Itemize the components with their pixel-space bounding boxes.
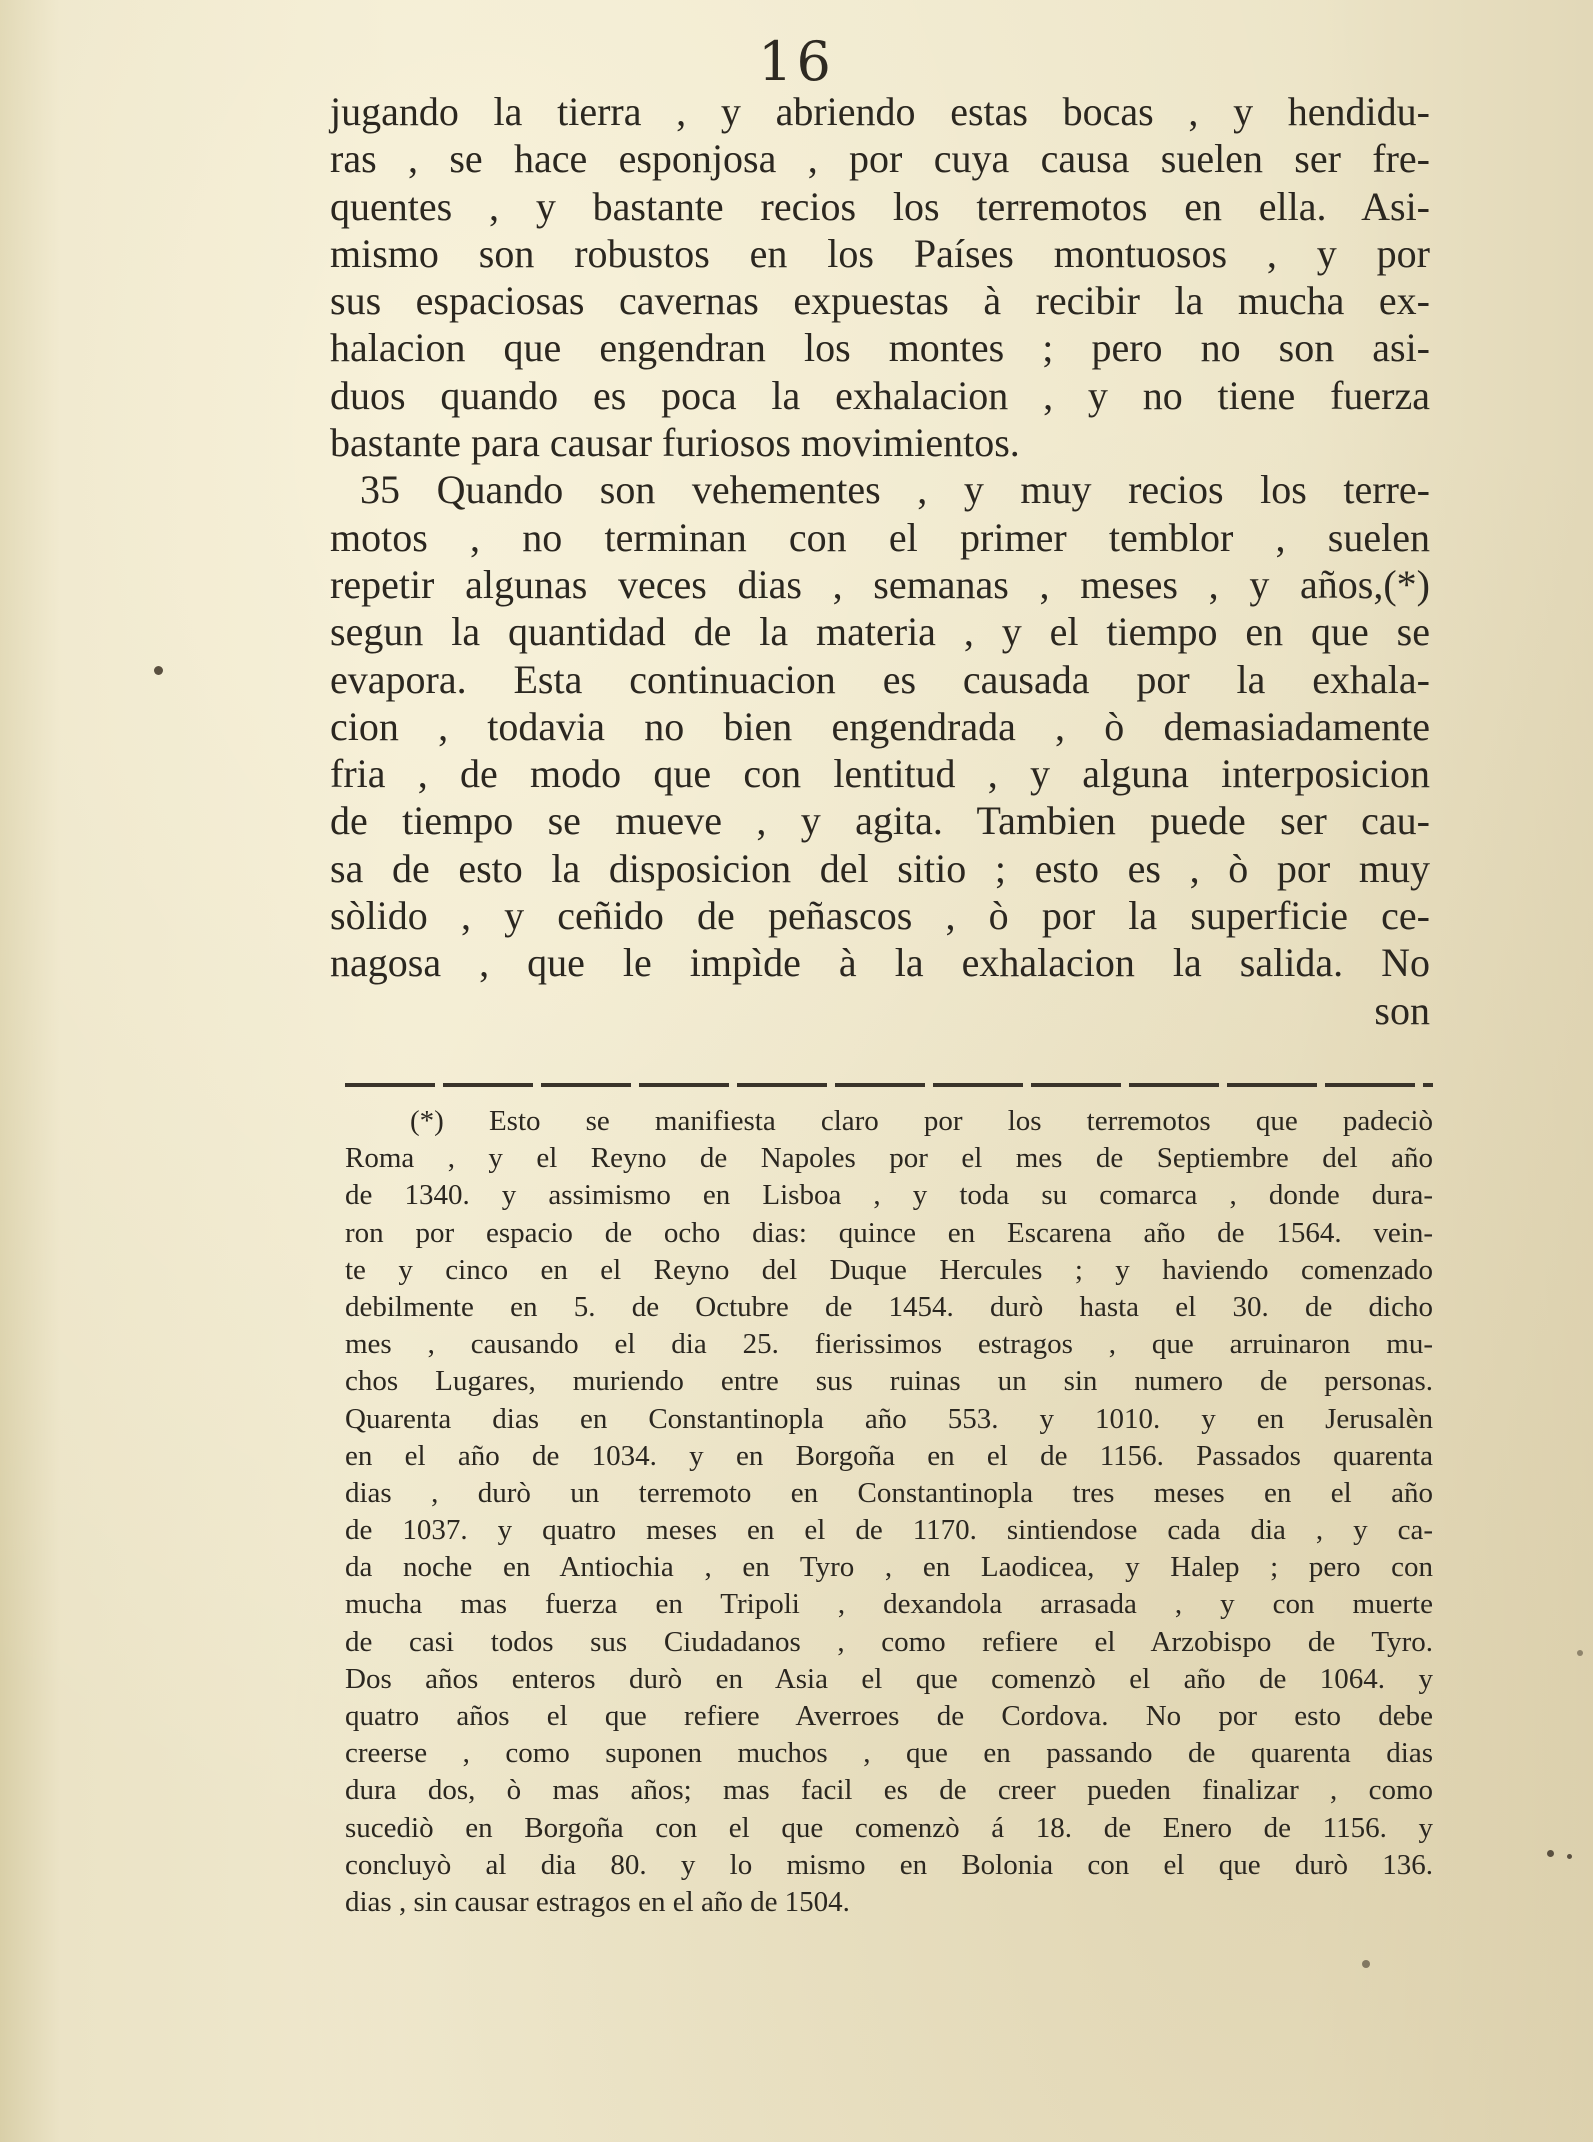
footnote-line: concluyò al dia 80. y lo mismo en Bolonia con el que durò 136.	[345, 1848, 1433, 1881]
footnote-line: debilmente en 5. de Octubre de 1454. durò hasta el 30. de dicho	[345, 1290, 1433, 1323]
footnote-line: sucediò en Borgoña con el que comenzò á 18. de Enero de 1156. y	[345, 1811, 1433, 1844]
footnote-line: creerse , como suponen muchos , que en passando de quarenta dias	[345, 1737, 1433, 1770]
text-line: sus espaciosas cavernas expuestas à recibir la mucha ex-	[330, 278, 1430, 324]
text-line: repetir algunas veces dias , semanas , meses , y años,(*)	[330, 561, 1430, 607]
text-line: 35 Quando son vehementes , y muy recios los terre-	[360, 467, 1430, 513]
footnote-line: Dos años enteros durò en Asia el que comenzò el año de 1064. y	[345, 1662, 1433, 1695]
text-line: nagosa , que le impìde à la exhalacion la salida. No	[330, 940, 1430, 986]
text-line: motos , no terminan con el primer temblor , suelen	[330, 514, 1430, 560]
text-line: de tiempo se mueve , y agita. Tambien puede ser cau-	[330, 798, 1430, 844]
footnote-divider	[345, 1083, 1433, 1087]
text-line: jugando la tierra , y abriendo estas bocas , y hendidu-	[330, 89, 1430, 134]
text-line: mismo son robustos en los Países montuosos , y por	[330, 230, 1430, 276]
footnote	[345, 1103, 1433, 1921]
footnote-line: de 1340. y assimismo en Lisboa , y toda su comarca , donde dura-	[345, 1179, 1433, 1212]
footnote-line: chos Lugares, muriendo entre sus ruinas un sin numero de personas.	[345, 1365, 1433, 1398]
text-line: cion , todavia no bien engendrada , ò demasiadamente	[330, 703, 1430, 749]
footnote-line: de 1037. y quatro meses en el de 1170. sintiendose cada dia , y ca-	[345, 1514, 1433, 1547]
main-text	[330, 88, 1430, 1034]
ink-spot	[1362, 1960, 1370, 1968]
text-line: evapora. Esta continuacion es causada por la exhala-	[330, 656, 1430, 702]
text-line: quentes , y bastante recios los terremotos en ella. Asi-	[330, 183, 1430, 229]
text-line: fria , de modo que con lentitud , y alguna interposicion	[330, 751, 1430, 797]
footnote-line: te y cinco en el Reyno del Duque Hercules ; y haviendo comenzado	[345, 1253, 1433, 1286]
footnote-line: de casi todos sus Ciudadanos , como refiere el Arzobispo de Tyro.	[345, 1625, 1433, 1658]
footnote-line: dura dos, ò mas años; mas facil es de creer pueden finalizar , como	[345, 1774, 1433, 1807]
footnote-line: Quarenta dias en Constantinopla año 553. y 1010. y en Jerusalèn	[345, 1402, 1433, 1435]
ink-spot	[1567, 1854, 1572, 1859]
footnote-line: mes , causando el dia 25. fierissimos estragos , que arruinaron mu-	[345, 1328, 1433, 1361]
text-line: ras , se hace esponjosa , por cuya causa suelen ser fre-	[330, 136, 1430, 182]
footnote-line: Roma , y el Reyno de Napoles por el mes de Septiembre del año	[345, 1142, 1433, 1175]
catchword: son	[1374, 987, 1430, 1033]
text-line: sa de esto la disposicion del sitio ; esto es , ò por muy	[330, 845, 1430, 891]
footnote-line: da noche en Antiochia , en Tyro , en Laodicea, y Halep ; pero con	[345, 1551, 1433, 1584]
text-line: sòlido , y ceñido de peñascos , ò por la superficie ce-	[330, 893, 1430, 939]
text-line: segun la quantidad de la materia , y el tiempo en que se	[330, 609, 1430, 655]
footnote-line: mucha mas fuerza en Tripoli , dexandola arrasada , y con muerte	[345, 1588, 1433, 1621]
ink-spot	[1547, 1850, 1554, 1857]
footnote-line: (*) Esto se manifiesta claro por los terremotos que padeciò	[410, 1105, 1433, 1137]
footnote-line: dias , sin causar estragos en el año de 1504.	[345, 1885, 850, 1918]
ink-spot	[154, 666, 163, 675]
text-line: halacion que engendran los montes ; pero no son asi-	[330, 325, 1430, 371]
footnote-line: quatro años el que refiere Averroes de Cordova. No por esto debe	[345, 1700, 1433, 1732]
text-line: duos quando es poca la exhalacion , y no tiene fuerza	[330, 372, 1430, 418]
footnote-line: ron por espacio de ocho dias: quince en Escarena año de 1564. vein-	[345, 1216, 1433, 1249]
footnote-line: en el año de 1034. y en Borgoña en el de 1156. Passados quarenta	[345, 1439, 1433, 1472]
text-line: bastante para causar furiosos movimientos.	[330, 420, 1020, 466]
footnote-line: dias , durò un terremoto en Constantinopla tres meses en el año	[345, 1476, 1433, 1509]
page-number: 16	[758, 30, 835, 93]
ink-spot	[1577, 1650, 1583, 1656]
